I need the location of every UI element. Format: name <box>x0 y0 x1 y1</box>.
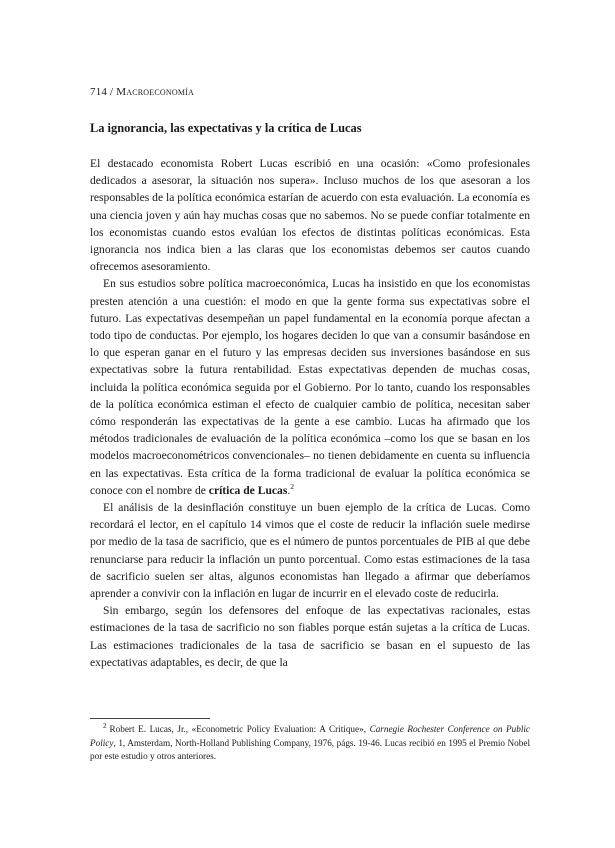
running-head <box>90 86 530 98</box>
book-title: Macroeconomía <box>116 86 194 98</box>
key-term-lucas-critique: crítica de Lucas <box>208 483 288 497</box>
footnote-details: , 1, Amsterdam, North-Holland Publishing Company, 1976, págs. 19-46. Lucas recibió en 1995 el Premio Nobel por este estudio y otros anteriores. <box>90 737 530 762</box>
footnote-number: 2 <box>103 722 107 730</box>
footnote-divider <box>90 718 210 719</box>
paragraph-3: El análisis de la desinflación constituye un buen ejemplo de la crítica de Lucas. Como recordará el lector, en el capítulo 14 vimos que el coste de reducir la inflación suele medirse por medio de la tasa de sacrificio, que es el número de puntos porcentuales de PIB al que debe renunciarse para reducir la inflación un punto porcentual. Como estas estimaciones de la tasa de sacrificio suelen ser altas, algunos economistas han llegado a afirmar que deberíamos aprender a convivir con la inflación en lugar de incurrir en el elevado coste de reducirla. <box>90 501 530 601</box>
page-number: 714 <box>90 86 108 98</box>
footnote-journal: Carnegie Rochester Conference on Public Policy <box>90 724 531 748</box>
footnotes <box>90 718 530 764</box>
section-title: La ignorancia, las expectativas y la crítica de Lucas <box>90 121 362 135</box>
paragraph-4: Sin embargo, según los defensores del enfoque de las expectativas racionales, estas estimaciones de la tasa de sacrificio no son fiables porque están sujetas a la crítica de Lucas. Las estimaciones tradicionales de la tasa de sacrificio se basan en el supuesto de las expectativas adaptables, es decir, de que la <box>90 604 530 669</box>
footnote-reference[interactable]: 2 <box>290 481 295 491</box>
paragraph-1: El destacado economista Robert Lucas escribió en una ocasión: «Como profesionales dedicados a asesorar, la situación nos supera». Incluso muchos de los que asesoran a los responsables de la política económica estarían de acuerdo con esta evaluación. La economía es una ciencia joven y aún hay muchas cosas que no sabemos. No se puede confiar totalmente en los economistas cuando estos evalúan los efectos de distintas políticas económicas. Esta ignorancia nos indica bien a las claras que los economistas debemos ser cautos cuando ofrecemos asesoramiento. <box>90 157 530 274</box>
footnote-2 <box>90 723 530 764</box>
page-body <box>90 86 530 671</box>
paragraph-2-end: . <box>287 483 291 497</box>
paragraph-2-text: En sus estudios sobre política macroeconómica, Lucas ha insistido en que los economistas presten atención a una cuestión: el modo en que la gente forma sus expectativas sobre el futuro. Las expectativas desempeñan un papel fundamental en la economía porque afectan a todo tipo de conductas. Por ejemplo, los hogares deciden lo que van a consumir basándose en lo que esperan ganar en el futuro y las empresas deciden sus inversiones basándose en sus expectativas sobre la futura rentabilidad. Estas expectativas dependen de muchas cosas, incluida la política económica seguida por el Gobierno. Por lo tanto, cuando los responsables de la política económica estiman el efecto de cualquier cambio de política, necesitan saber cómo responderán las expectativas de la gente a ese cambio. Lucas ha afirmado que los métodos tradicionales de evaluación de la política económica –como los que se basan en los modelos macroeconométricos convencionales– no tienen debidamente en cuenta su influencia en las expectativas. Esta crítica de la forma tradicional de evaluar la política económica se conoce con el nombre de <box>90 277 530 497</box>
running-head-separator: / <box>107 86 117 98</box>
paragraph-2 <box>90 275 530 499</box>
footnote-author: Robert E. Lucas, Jr., «Econometric Policy Evaluation: A Critique», <box>109 724 370 734</box>
